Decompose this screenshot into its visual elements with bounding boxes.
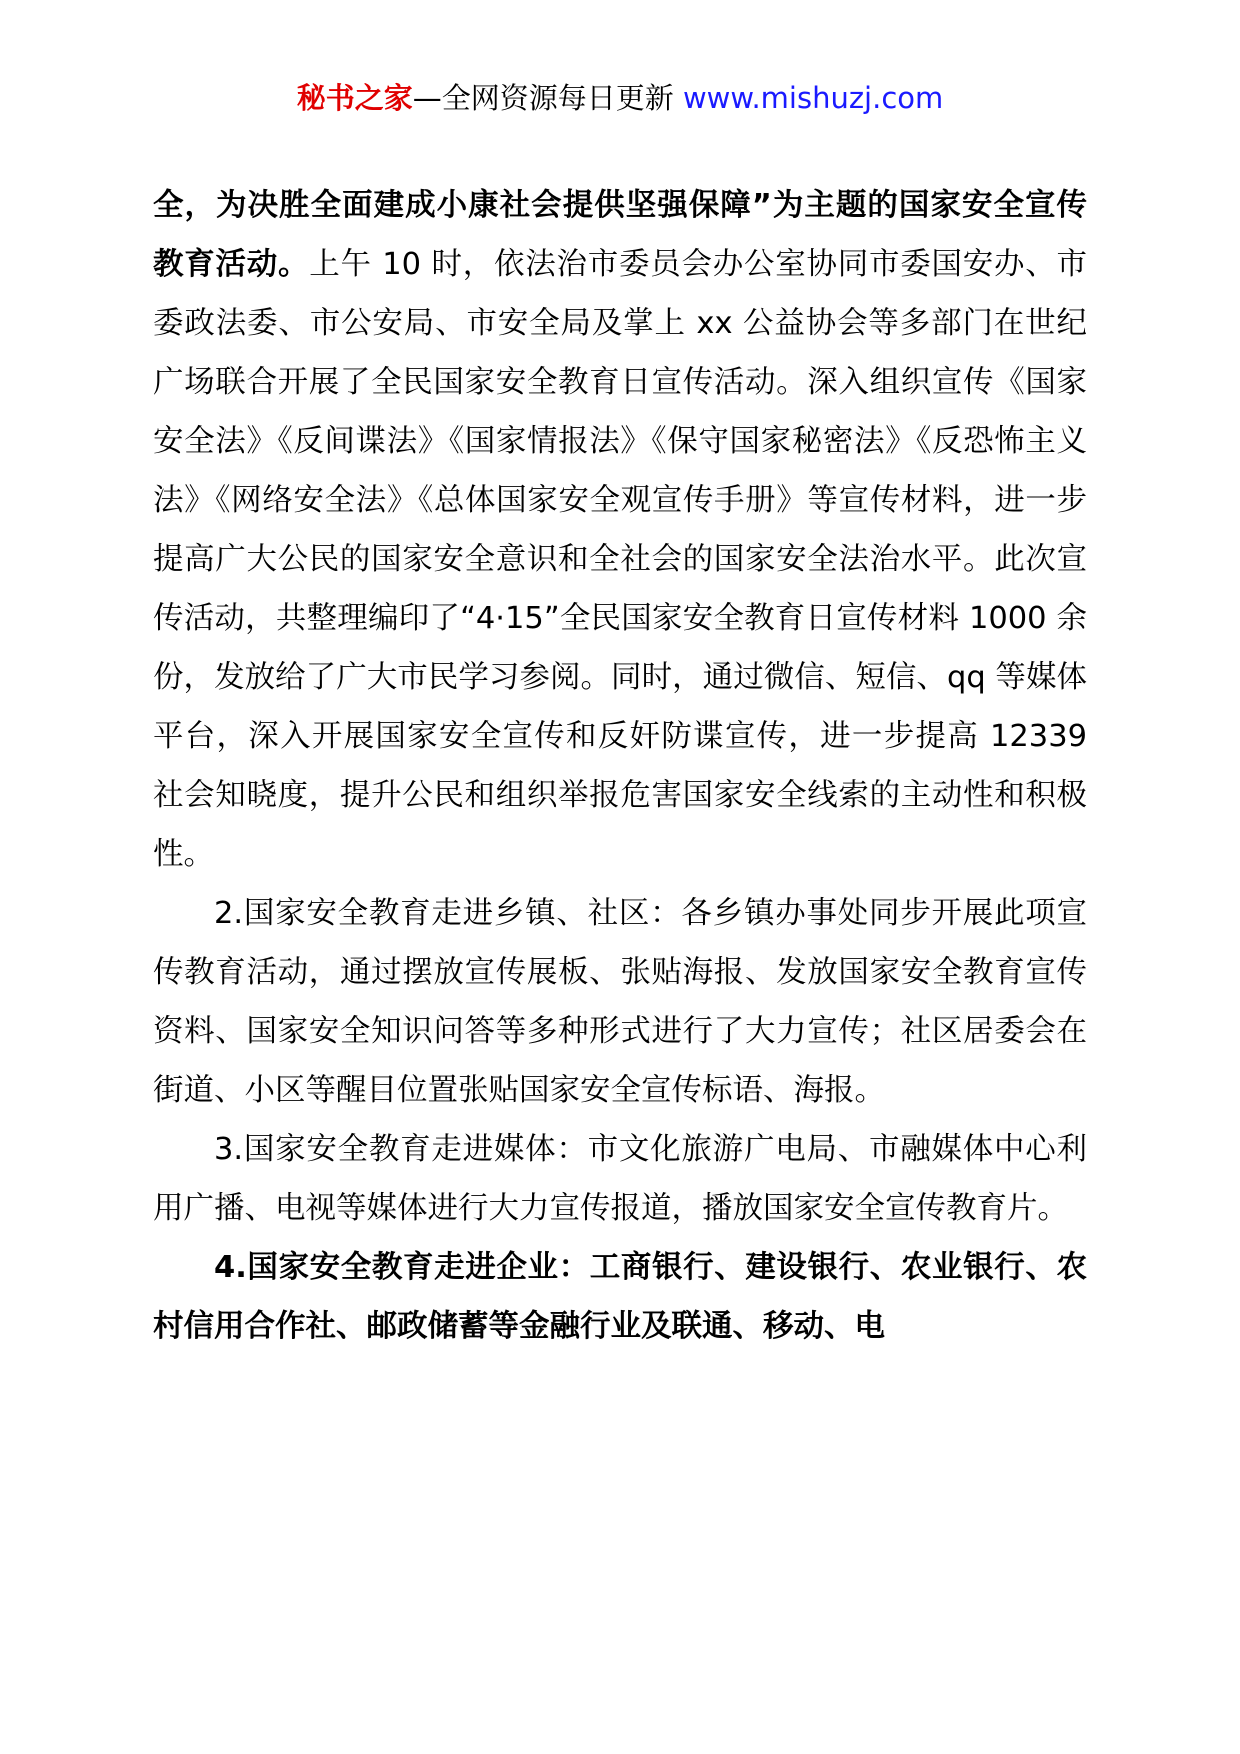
site-brand: 秘书之家 (296, 81, 413, 115)
site-header (0, 78, 1240, 118)
paragraph-2: 2.国家安全教育走进乡镇、社区：各乡镇办事处同步开展此项宣传教育活动，通过摆放宣传展板、张贴海报、发放国家安全教育宣传资料、国家安全知识问答等多种形式进行了大力宣传；社区居委会在街道、小区等醒目位置张贴国家安全宣传标语、海报。 (153, 896, 1087, 1108)
paragraph-3: 3.国家安全教育走进媒体：市文化旅游广电局、市融媒体中心利用广播、电视等媒体进行大力宣传报道，播放国家安全宣传教育片。 (153, 1132, 1087, 1226)
paragraph-1-bold-lead: 全，为决胜全面建成小康社会提供坚强保障”为主题的国家安全宣传教育活动。 (153, 188, 1087, 282)
paragraph-1-text: 上午 10 时，依法治市委员会办公室协同市委国安办、市委政法委、市公安局、市安全局及掌上 xx 公益协会等多部门在世纪广场联合开展了全民国家安全教育日宣传活动。深入组织宣传《国家安全法》《反间谍法》《国家情报法》《保守国家秘密法》《反恐怖主义法》《网络安全法》《总体国家安全观宣传手册》等宣传材料，进一步提高广大公民的国家安全意识和全社会的国家安全法治水平。此次宣传活动，共整理编印了“4·15”全民国家安全教育日宣传材料 1000 余份，发放给了广大市民学习参阅。同时，通过微信、短信、qq 等媒体平台，深入开展国家安全宣传和反奸防谍宣传，进一步提高 12339 社会知晓度，提升公民和组织举报危害国家安全线索的主动性和积极性。 (153, 247, 1088, 872)
document-body (153, 176, 1087, 1356)
site-tagline: —全网资源每日更新 (412, 81, 674, 115)
paragraph-1 (153, 176, 1087, 884)
paragraph-4: 4.国家安全教育走进企业：工商银行、建设银行、农业银行、农村信用合作社、邮政储蓄等金融行业及联通、移动、电 (153, 1250, 1087, 1344)
site-url-link[interactable]: www.mishuzj.com (682, 81, 944, 115)
